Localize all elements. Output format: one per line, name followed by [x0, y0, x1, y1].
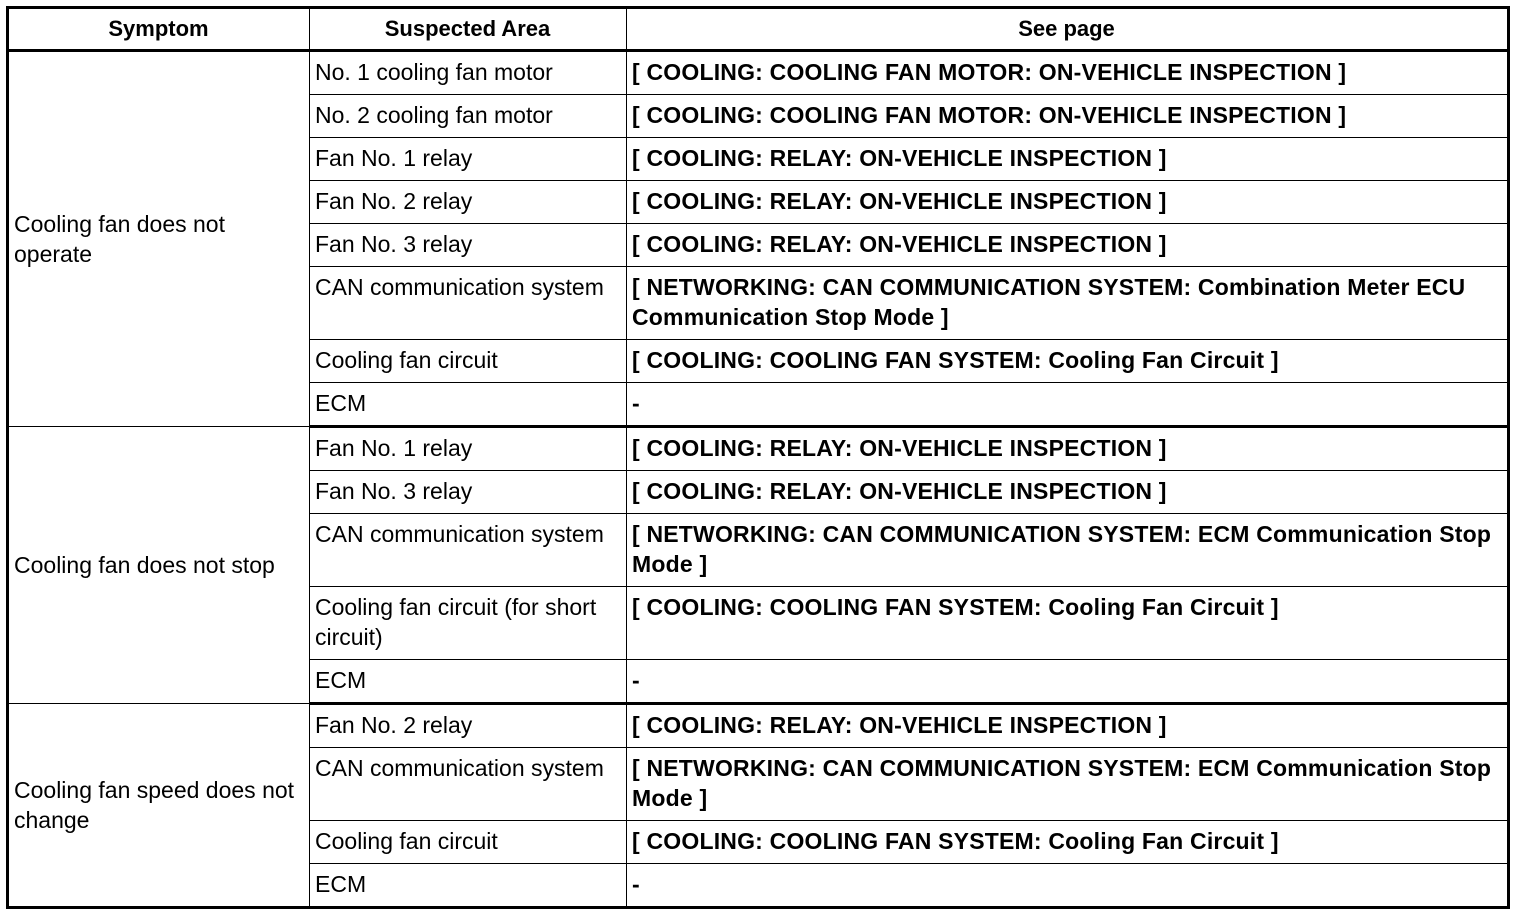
- suspected-area-cell: ECM: [310, 864, 627, 908]
- column-header-see-page: See page: [627, 8, 1509, 51]
- suspected-area-cell: Fan No. 3 relay: [310, 224, 627, 267]
- suspected-area-cell: Cooling fan circuit: [310, 821, 627, 864]
- see-page-reference[interactable]: [ COOLING: RELAY: ON-VEHICLE INSPECTION ]: [627, 224, 1509, 267]
- suspected-area-cell: Fan No. 3 relay: [310, 471, 627, 514]
- symptom-cell: Cooling fan speed does not change: [8, 704, 310, 908]
- suspected-area-cell: CAN communication system: [310, 267, 627, 340]
- see-page-reference[interactable]: [ COOLING: COOLING FAN SYSTEM: Cooling Fan Circuit ]: [627, 340, 1509, 383]
- table-row: [8, 427, 1509, 471]
- see-page-reference[interactable]: [ NETWORKING: CAN COMMUNICATION SYSTEM: Combination Meter ECU Communication Stop Mode ]: [627, 267, 1509, 340]
- symptom-cell: Cooling fan does not operate: [8, 51, 310, 427]
- see-page-reference[interactable]: [ COOLING: RELAY: ON-VEHICLE INSPECTION ]: [627, 427, 1509, 471]
- suspected-area-cell: No. 1 cooling fan motor: [310, 51, 627, 95]
- suspected-area-cell: ECM: [310, 383, 627, 427]
- see-page-reference[interactable]: [ COOLING: RELAY: ON-VEHICLE INSPECTION ]: [627, 181, 1509, 224]
- table-row: [8, 704, 1509, 748]
- column-header-suspected-area: Suspected Area: [310, 8, 627, 51]
- see-page-reference[interactable]: [ COOLING: RELAY: ON-VEHICLE INSPECTION ]: [627, 138, 1509, 181]
- column-header-symptom: Symptom: [8, 8, 310, 51]
- problem-symptoms-table: [6, 6, 1510, 909]
- suspected-area-cell: Fan No. 1 relay: [310, 427, 627, 471]
- see-page-reference[interactable]: [ NETWORKING: CAN COMMUNICATION SYSTEM: ECM Communication Stop Mode ]: [627, 748, 1509, 821]
- suspected-area-cell: Cooling fan circuit (for short circuit): [310, 587, 627, 660]
- table-header-row: [8, 8, 1509, 51]
- suspected-area-cell: Cooling fan circuit: [310, 340, 627, 383]
- suspected-area-cell: CAN communication system: [310, 748, 627, 821]
- suspected-area-cell: Fan No. 2 relay: [310, 704, 627, 748]
- table-row: [8, 51, 1509, 95]
- see-page-reference[interactable]: [ COOLING: COOLING FAN SYSTEM: Cooling Fan Circuit ]: [627, 821, 1509, 864]
- see-page-reference[interactable]: [ COOLING: RELAY: ON-VEHICLE INSPECTION ]: [627, 704, 1509, 748]
- suspected-area-cell: ECM: [310, 660, 627, 704]
- suspected-area-cell: Fan No. 1 relay: [310, 138, 627, 181]
- suspected-area-cell: No. 2 cooling fan motor: [310, 95, 627, 138]
- see-page-reference[interactable]: [ COOLING: COOLING FAN SYSTEM: Cooling Fan Circuit ]: [627, 587, 1509, 660]
- see-page-reference: -: [627, 864, 1509, 908]
- suspected-area-cell: Fan No. 2 relay: [310, 181, 627, 224]
- see-page-reference: -: [627, 383, 1509, 427]
- see-page-reference[interactable]: [ COOLING: COOLING FAN MOTOR: ON-VEHICLE INSPECTION ]: [627, 95, 1509, 138]
- see-page-reference[interactable]: [ COOLING: RELAY: ON-VEHICLE INSPECTION ]: [627, 471, 1509, 514]
- symptom-cell: Cooling fan does not stop: [8, 427, 310, 704]
- suspected-area-cell: CAN communication system: [310, 514, 627, 587]
- see-page-reference[interactable]: [ NETWORKING: CAN COMMUNICATION SYSTEM: ECM Communication Stop Mode ]: [627, 514, 1509, 587]
- see-page-reference: -: [627, 660, 1509, 704]
- problem-symptoms-table-wrapper: [6, 6, 1507, 909]
- see-page-reference[interactable]: [ COOLING: COOLING FAN MOTOR: ON-VEHICLE INSPECTION ]: [627, 51, 1509, 95]
